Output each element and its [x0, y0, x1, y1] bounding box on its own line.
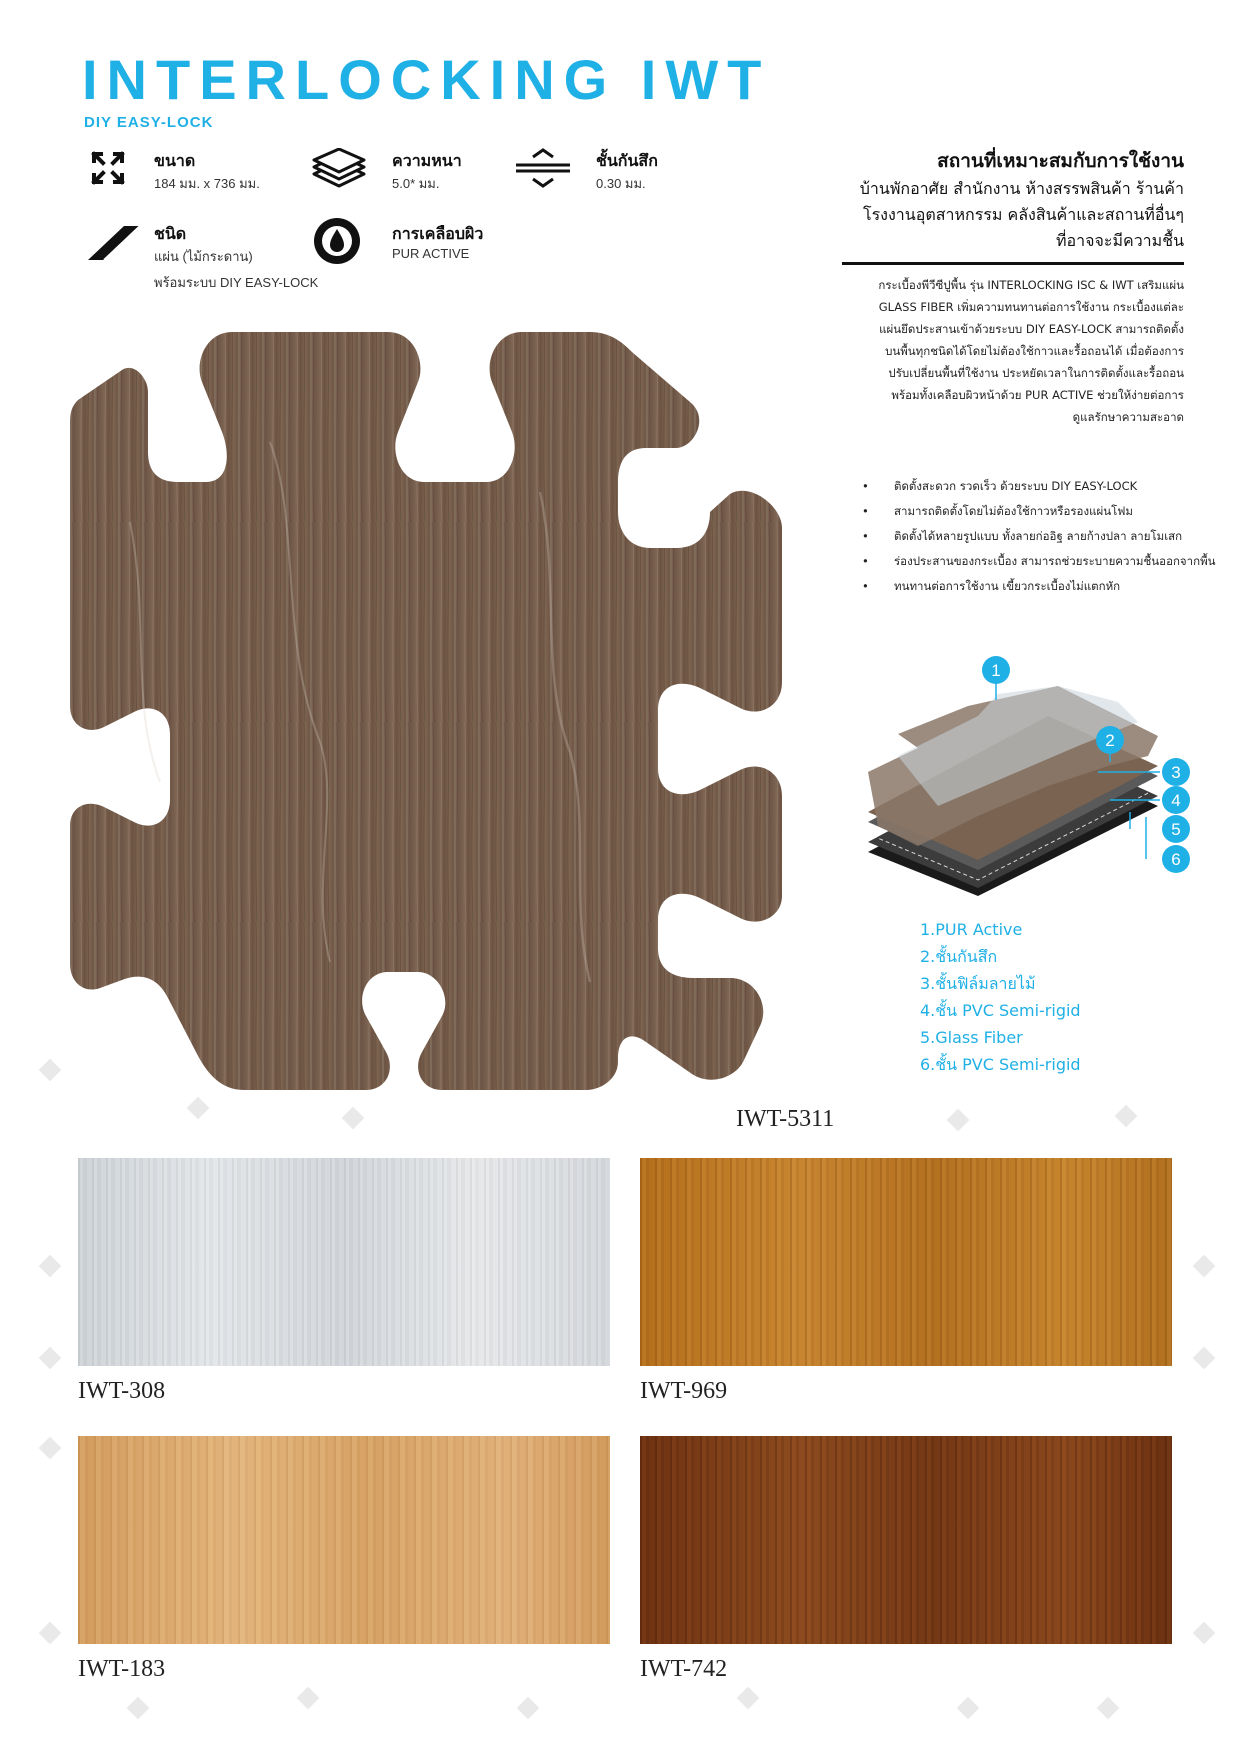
swatch-iwt-969: [640, 1158, 1172, 1366]
decor-diamond: [187, 1097, 210, 1120]
wear-layer-icon: [514, 148, 572, 188]
decor-diamond: [957, 1697, 980, 1720]
spec-size-value: 184 มม. x 736 มม.: [154, 176, 260, 191]
spec-type-value: แผ่น (ไม้กระดาน): [154, 249, 253, 264]
decor-diamond: [39, 1437, 62, 1460]
description-line: บนพื้นทุกชนิดได้โดยไม่ต้องใช้กาวและรื้อถอนได้ เมื่อต้องการ: [885, 344, 1184, 358]
layer-number: 5: [1171, 820, 1181, 839]
decor-diamond: [39, 1255, 62, 1278]
decor-diamond: [1193, 1622, 1216, 1645]
page-subtitle: DIY EASY-LOCK: [84, 114, 214, 131]
spec-type-value2: พร้อมระบบ DIY EASY-LOCK: [154, 275, 319, 290]
layer-legend: [920, 916, 1081, 1078]
decor-diamond: [1193, 1255, 1216, 1278]
feature-item: • สามารถติดตั้งโดยไม่ต้องใช้กาวหรือรองแผ่นโฟม: [858, 499, 1198, 524]
spec-wear-value: 0.30 มม.: [596, 176, 646, 191]
swatch-code: IWT-742: [640, 1656, 728, 1682]
decor-diamond: [947, 1109, 970, 1132]
spec-coating-value: PUR ACTIVE: [392, 246, 470, 261]
decor-diamond: [517, 1697, 540, 1720]
suitable-title: สถานที่เหมาะสมกับการใช้งาน: [937, 150, 1184, 172]
suitable-text: [824, 176, 1184, 254]
feature-item: • ติดตั้งสะดวก รวดเร็ว ด้วยระบบ DIY EASY-LOCK: [858, 474, 1198, 499]
description-line: กระเบื้องพีวีซีปูพื้น รุ่น INTERLOCKING ISC & IWT เสริมแผ่น: [878, 278, 1184, 292]
layer-number: 2: [1105, 731, 1115, 750]
layer-number: 4: [1171, 791, 1181, 810]
layer-legend-item: 2.ชั้นกันสึก: [920, 947, 998, 966]
description-line: พร้อมทั้งเคลือบผิวหน้าด้วย PUR ACTIVE ช่วยให้ง่ายต่อการ: [891, 388, 1184, 402]
description-line: แผ่นยึดประสานเข้าด้วยระบบ DIY EASY-LOCK สามารถติดตั้ง: [879, 322, 1184, 336]
feature-list: [858, 474, 1216, 599]
divider: [842, 262, 1184, 265]
decor-diamond: [39, 1347, 62, 1370]
description-line: ดูแลรักษาความสะอาด: [1072, 410, 1184, 424]
main-product-code: IWT-5311: [736, 1106, 835, 1132]
description-line: ปรับเปลี่ยนพื้นที่ใช้งาน ประหยัดเวลาในการติดตั้งและรื้อถอน: [888, 366, 1184, 380]
layer-legend-item: 6.ชั้น PVC Semi-rigid: [920, 1055, 1081, 1074]
swatch-code: IWT-969: [640, 1378, 728, 1404]
interlocking-tile-image: [70, 322, 852, 1100]
suitable-line: บ้านพักอาศัย สำนักงาน ห้างสรรพสินค้า ร้านค้า: [859, 179, 1184, 198]
suitable-line: ที่อาจจะมีความชื้น: [1055, 231, 1184, 250]
swatch-iwt-308: [78, 1158, 610, 1366]
product-description: [804, 274, 1184, 428]
feature-item: • ร่องประสานของกระเบื้อง สามารถช่วยระบายความชื้นออกจากพื้น: [858, 549, 1198, 574]
decor-diamond: [1115, 1105, 1138, 1128]
swatch-iwt-742: [640, 1436, 1172, 1644]
coating-drop-icon: [312, 216, 362, 266]
decor-diamond: [297, 1687, 320, 1710]
spec-wear-label: ชั้นกันสึก: [596, 153, 658, 170]
decor-diamond: [39, 1622, 62, 1645]
layer-legend-item: 5.Glass Fiber: [920, 1028, 1023, 1047]
spec-thickness-label: ความหนา: [392, 153, 462, 170]
swatch-code: IWT-308: [78, 1378, 166, 1404]
description-line: GLASS FIBER เพิ่มความทนทานต่อการใช้งาน กระเบื้องแต่ละ: [878, 300, 1184, 314]
spec-type-label: ชนิด: [154, 226, 187, 243]
layer-legend-item: 3.ชั้นฟิล์มลายไม้: [920, 974, 1036, 993]
suitable-line: โรงงานอุตสาหกรรม คลังสินค้าและสถานที่อื่นๆ: [862, 205, 1184, 224]
plank-icon: [86, 222, 142, 264]
layer-legend-item: 4.ชั้น PVC Semi-rigid: [920, 1001, 1081, 1020]
layers-stack-icon: [310, 148, 368, 190]
spec-size-label: ขนาด: [154, 153, 196, 170]
layer-number: 6: [1171, 850, 1181, 869]
swatch-iwt-183: [78, 1436, 610, 1644]
layer-number: 3: [1171, 763, 1181, 782]
page-title: INTERLOCKING IWT: [82, 48, 771, 111]
decor-diamond: [1097, 1697, 1120, 1720]
spec-coating-label: การเคลือบผิว: [392, 226, 484, 243]
spec-thickness-value: 5.0* มม.: [392, 176, 440, 191]
feature-item: • ติดตั้งได้หลายรูปแบบ ทั้งลายก่ออิฐ ลายก้างปลา ลายโมเสก: [858, 524, 1198, 549]
decor-diamond: [1193, 1347, 1216, 1370]
decor-diamond: [39, 1059, 62, 1082]
decor-diamond: [127, 1697, 150, 1720]
decor-diamond: [737, 1687, 760, 1710]
layer-legend-item: 1.PUR Active: [920, 920, 1023, 939]
layer-number: 1: [991, 661, 1001, 680]
feature-item: • ทนทานต่อการใช้งาน เขี้ยวกระเบื้องไม่แตกหัก: [858, 574, 1198, 599]
swatch-code: IWT-183: [78, 1656, 166, 1682]
layer-callouts: [960, 652, 1200, 882]
expand-arrows-icon: [90, 150, 126, 186]
decor-diamond: [342, 1107, 365, 1130]
